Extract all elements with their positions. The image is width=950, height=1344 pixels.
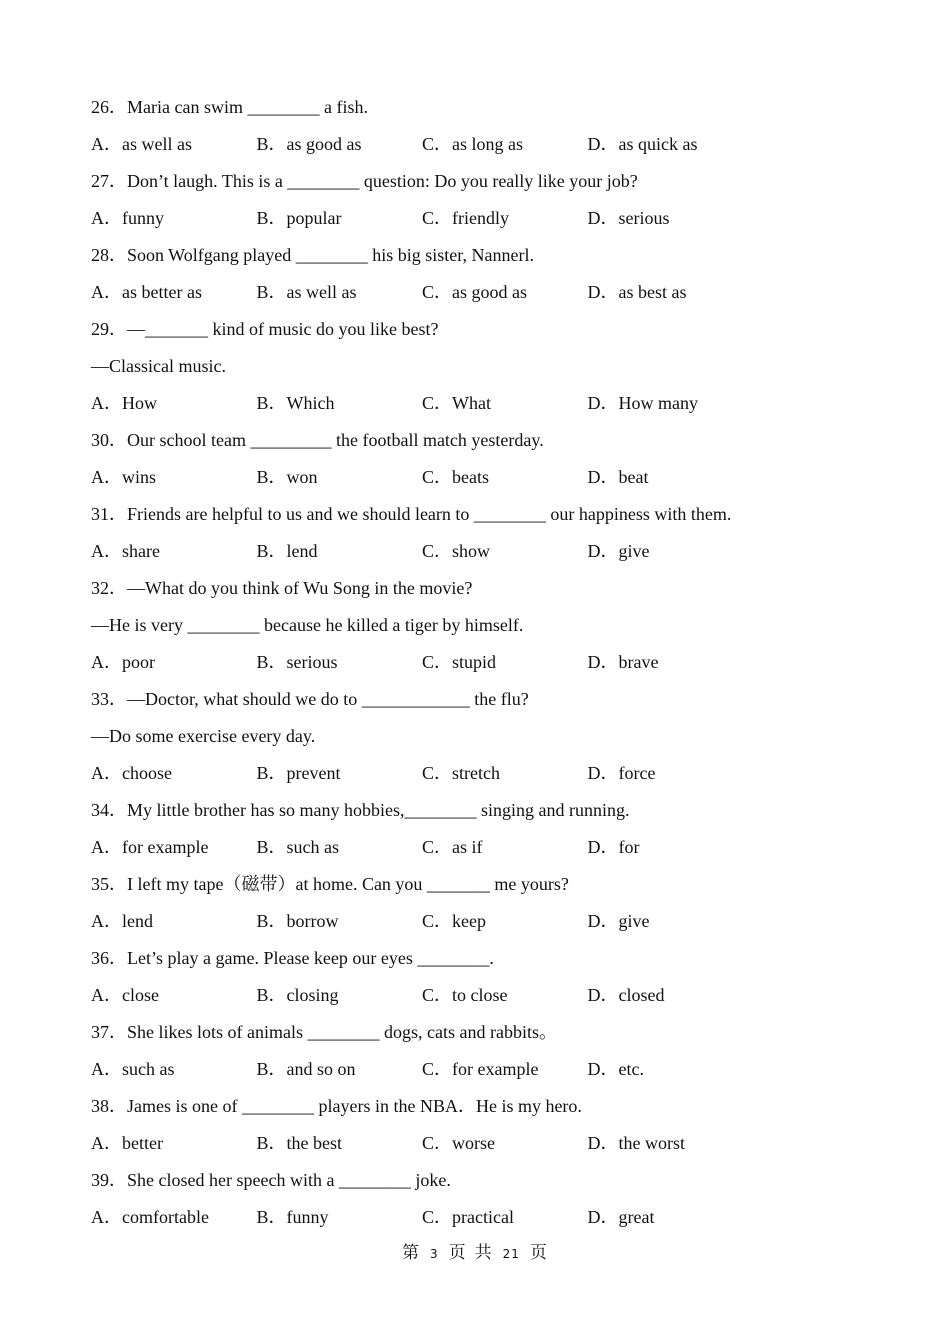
answer-options	[91, 459, 891, 496]
answer-option: A．funny	[91, 208, 164, 228]
question-item	[91, 163, 891, 237]
page-footer	[0, 1238, 950, 1263]
question-item	[91, 89, 891, 163]
answer-option: B．and so on	[256, 1059, 356, 1079]
answer-option: C．as long as	[422, 134, 523, 154]
answer-option: B．as good as	[256, 134, 362, 154]
question-item	[91, 237, 891, 311]
answer-option: C．stretch	[422, 763, 500, 783]
footer-page-number: 3	[430, 1247, 439, 1261]
footer-total-word: 共	[474, 1243, 493, 1263]
question-stem: 26．Maria can swim ________ a fish.	[91, 97, 368, 117]
question-item	[91, 422, 891, 496]
question-response-line: —He is very ________ because he killed a tiger by himself.	[91, 615, 524, 635]
answer-option: A．poor	[91, 652, 155, 672]
question-item	[91, 570, 891, 681]
answer-option: B．won	[256, 467, 318, 487]
answer-option: D．force	[587, 763, 656, 783]
answer-option: C．friendly	[422, 208, 509, 228]
answer-options	[91, 385, 891, 422]
footer-total-pages: 21	[502, 1247, 520, 1261]
answer-options	[91, 903, 891, 940]
question-response-line: —Classical music.	[91, 356, 226, 376]
answer-option: D．as best as	[587, 282, 687, 302]
footer-page-word: 页	[448, 1243, 467, 1263]
question-item	[91, 866, 891, 940]
answer-option: A．better	[91, 1133, 163, 1153]
answer-option: A．close	[91, 985, 159, 1005]
answer-option: C．beats	[422, 467, 489, 487]
question-response-line: —Do some exercise every day.	[91, 726, 316, 746]
question-list	[91, 89, 891, 1236]
answer-options	[91, 1125, 891, 1162]
footer-suffix: 页	[529, 1243, 548, 1263]
answer-options	[91, 1051, 891, 1088]
question-item	[91, 1162, 891, 1236]
answer-options	[91, 829, 891, 866]
answer-option: C．practical	[422, 1207, 514, 1227]
question-stem: 28．Soon Wolfgang played ________ his big sister, Nannerl.	[91, 245, 534, 265]
answer-option: B．as well as	[256, 282, 357, 302]
answer-options	[91, 533, 891, 570]
answer-option: C．for example	[422, 1059, 539, 1079]
answer-option: B．Which	[256, 393, 335, 413]
answer-option: A．as better as	[91, 282, 202, 302]
question-stem: 29．—_______ kind of music do you like best?	[91, 319, 439, 339]
answer-option: A．such as	[91, 1059, 175, 1079]
answer-option: B．serious	[256, 652, 338, 672]
answer-option: D．great	[587, 1207, 655, 1227]
question-stem: 32．—What do you think of Wu Song in the movie?	[91, 578, 473, 598]
answer-options	[91, 977, 891, 1014]
answer-option: C．worse	[422, 1133, 495, 1153]
answer-option: C．as if	[422, 837, 483, 857]
question-item	[91, 792, 891, 866]
answer-option: B．lend	[256, 541, 318, 561]
answer-option: D．closed	[587, 985, 665, 1005]
answer-option: A．lend	[91, 911, 153, 931]
question-item	[91, 681, 891, 792]
question-stem: 33．—Doctor, what should we do to ____________ the flu?	[91, 689, 529, 709]
answer-option: C．show	[422, 541, 491, 561]
question-stem: 35．I left my tape（磁带）at home. Can you _______ me yours?	[91, 874, 569, 894]
question-stem: 39．She closed her speech with a ________ joke.	[91, 1170, 451, 1190]
answer-option: B．funny	[256, 1207, 329, 1227]
question-stem: 34．My little brother has so many hobbies,________ singing and running.	[91, 800, 630, 820]
answer-option: B．such as	[256, 837, 339, 857]
answer-options	[91, 274, 891, 311]
answer-option: B．popular	[256, 208, 342, 228]
answer-option: A．as well as	[91, 134, 192, 154]
question-stem: 31．Friends are helpful to us and we should learn to ________ our happiness with them.	[91, 504, 732, 524]
question-stem: 37．She likes lots of animals ________ dogs, cats and rabbits。	[91, 1022, 557, 1042]
answer-option: C．What	[422, 393, 491, 413]
answer-option: D．beat	[587, 467, 649, 487]
answer-option: C．stupid	[422, 652, 497, 672]
answer-option: B．prevent	[256, 763, 341, 783]
answer-option: C．as good as	[422, 282, 527, 302]
answer-option: D．the worst	[587, 1133, 685, 1153]
question-stem: 38．James is one of ________ players in the NBA．He is my hero.	[91, 1096, 582, 1116]
answer-options	[91, 644, 891, 681]
answer-option: B．borrow	[256, 911, 339, 931]
question-stem: 30．Our school team _________ the football match yesterday.	[91, 430, 544, 450]
question-item	[91, 940, 891, 1014]
answer-option: B．the best	[256, 1133, 342, 1153]
answer-option: B．closing	[256, 985, 339, 1005]
answer-options	[91, 1199, 891, 1236]
answer-option: D．as quick as	[587, 134, 698, 154]
question-item	[91, 311, 891, 422]
answer-option: D．for	[587, 837, 640, 857]
answer-option: C．to close	[422, 985, 508, 1005]
question-item	[91, 1088, 891, 1162]
question-stem: 36．Let’s play a game. Please keep our eyes ________.	[91, 948, 494, 968]
question-item	[91, 1014, 891, 1088]
question-stem: 27．Don’t laugh. This is a ________ question: Do you really like your job?	[91, 171, 638, 191]
answer-option: C．keep	[422, 911, 486, 931]
answer-options	[91, 200, 891, 237]
answer-option: D．How many	[587, 393, 698, 413]
answer-options	[91, 755, 891, 792]
answer-option: A．for example	[91, 837, 209, 857]
answer-option: D．serious	[587, 208, 670, 228]
footer-prefix: 第	[402, 1243, 421, 1263]
answer-option: A．choose	[91, 763, 172, 783]
answer-option: D．brave	[587, 652, 659, 672]
question-item	[91, 496, 891, 570]
answer-option: A．wins	[91, 467, 157, 487]
answer-options	[91, 126, 891, 163]
answer-option: A．comfortable	[91, 1207, 209, 1227]
answer-option: D．etc.	[587, 1059, 644, 1079]
answer-option: D．give	[587, 911, 650, 931]
answer-option: D．give	[587, 541, 650, 561]
answer-option: A．share	[91, 541, 160, 561]
answer-option: A．How	[91, 393, 157, 413]
